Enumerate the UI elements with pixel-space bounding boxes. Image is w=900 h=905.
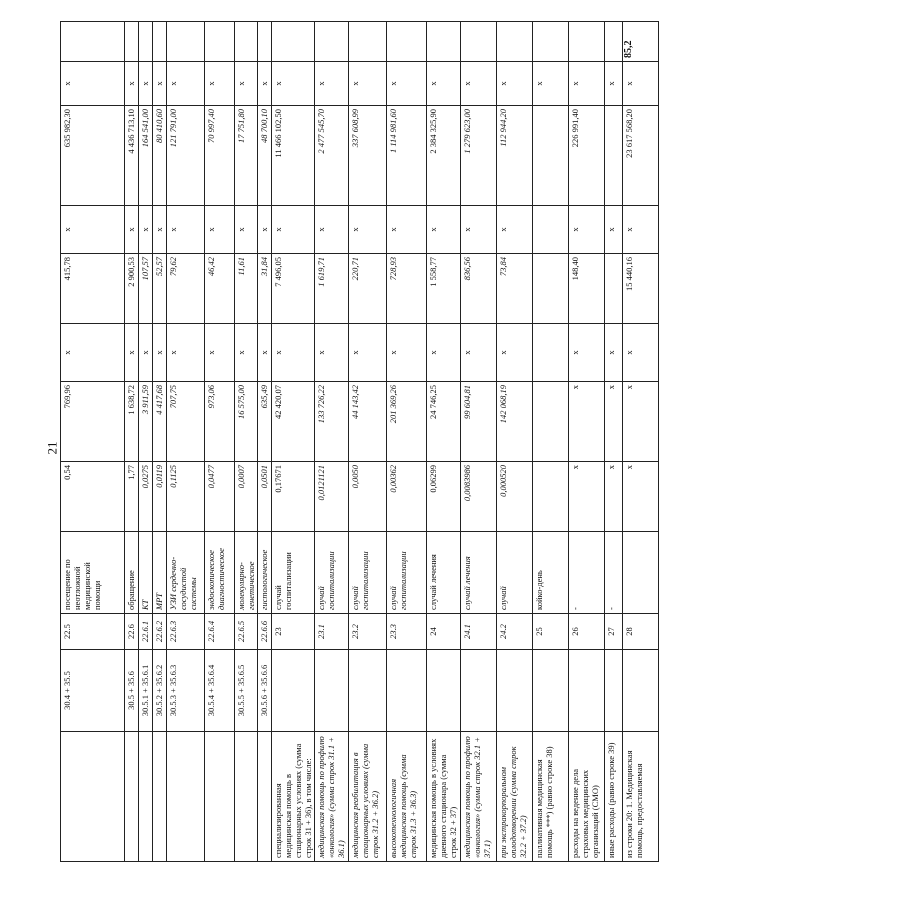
- cell-unit: случай госпитализации: [272, 532, 315, 614]
- cell-formula: [349, 650, 387, 732]
- cell-formula: [623, 650, 659, 732]
- table-row: [153, 22, 167, 862]
- cell-norm: [533, 462, 569, 532]
- cell-c11: x: [461, 62, 497, 106]
- cell-num: 22.6.5: [235, 614, 258, 650]
- cell-norm: 0,17671: [272, 462, 315, 532]
- cell-c11: x: [125, 62, 139, 106]
- cell-name: специализированная медицинская помощь в стационарных условиях (сумма строк 31 + 36), в том числе:: [272, 732, 315, 862]
- cell-formula: 30.5 + 35.6: [125, 650, 139, 732]
- cell-c9: x: [605, 206, 623, 254]
- cell-num: 22.5: [61, 614, 125, 650]
- cell-c11: x: [235, 62, 258, 106]
- cell-c11: x: [605, 62, 623, 106]
- financing-table: [60, 21, 659, 862]
- cell-c7: x: [349, 324, 387, 382]
- table-row: [605, 22, 623, 862]
- cell-c11: x: [569, 62, 605, 106]
- cell-c12: [272, 22, 315, 62]
- cell-c10: 1 279 623,00: [461, 106, 497, 206]
- cell-unit: случай: [497, 532, 533, 614]
- cell-unit: КТ: [139, 532, 153, 614]
- cell-formula: 30.5.5 + 35.6.5: [235, 650, 258, 732]
- cell-c11: x: [497, 62, 533, 106]
- cell-c12: [205, 22, 235, 62]
- cell-num: 27: [605, 614, 623, 650]
- table-body: [61, 22, 659, 862]
- cell-name: расходы на ведение дела страховых медицинских организаций (СМО): [569, 732, 605, 862]
- table-row: [61, 22, 125, 862]
- cell-c9: x: [167, 206, 205, 254]
- cell-c12: [167, 22, 205, 62]
- cell-c9: x: [623, 206, 659, 254]
- table-row: [139, 22, 153, 862]
- table-row: [533, 22, 569, 862]
- cell-unit: -: [569, 532, 605, 614]
- cell-cost: 42 420,07: [272, 382, 315, 462]
- cell-c8: 1 619,71: [315, 254, 349, 324]
- cell-norm: 0,54: [61, 462, 125, 532]
- cell-c8: 1 558,77: [427, 254, 461, 324]
- cell-num: 23.1: [315, 614, 349, 650]
- cell-name: [125, 732, 139, 862]
- cell-c8: 7 496,05: [272, 254, 315, 324]
- cell-unit: посещение по неотложной медицинской помощи: [61, 532, 125, 614]
- cell-c11: x: [167, 62, 205, 106]
- cell-norm: 1,77: [125, 462, 139, 532]
- cell-c8: 836,56: [461, 254, 497, 324]
- cell-c11: x: [623, 62, 659, 106]
- rotated-table-page: [60, 22, 644, 862]
- cell-unit: случай лечения: [427, 532, 461, 614]
- cell-norm: 0,0477: [205, 462, 235, 532]
- cell-cost: 24 746,25: [427, 382, 461, 462]
- cell-c11: x: [139, 62, 153, 106]
- cell-c7: x: [235, 324, 258, 382]
- cell-num: 25: [533, 614, 569, 650]
- cell-c11: x: [272, 62, 315, 106]
- cell-norm: 0,0119: [153, 462, 167, 532]
- cell-c10: 23 617 568,20: [623, 106, 659, 206]
- cell-c9: x: [61, 206, 125, 254]
- cell-c7: x: [258, 324, 272, 382]
- cell-c10: 635 982,30: [61, 106, 125, 206]
- cell-unit: -: [605, 532, 623, 614]
- cell-c10: 4 436 713,10: [125, 106, 139, 206]
- cell-num: 22.6.6: [258, 614, 272, 650]
- cell-c10: [605, 106, 623, 206]
- cell-formula: [461, 650, 497, 732]
- cell-c8: 728,93: [387, 254, 427, 324]
- cell-unit: УЗИ сердечно-сосудистой системы: [167, 532, 205, 614]
- cell-c7: x: [315, 324, 349, 382]
- cell-c7: x: [427, 324, 461, 382]
- cell-c8: [533, 254, 569, 324]
- cell-formula: 30.4 + 35.5: [61, 650, 125, 732]
- cell-c12: [427, 22, 461, 62]
- cell-unit: случай госпитализации: [315, 532, 349, 614]
- cell-num: 22.6.3: [167, 614, 205, 650]
- cell-c12: [258, 22, 272, 62]
- cell-c11: x: [315, 62, 349, 106]
- cell-c7: x: [569, 324, 605, 382]
- cell-unit: [623, 532, 659, 614]
- cell-c9: x: [205, 206, 235, 254]
- cell-cost: 1 638,72: [125, 382, 139, 462]
- cell-c9: x: [315, 206, 349, 254]
- cell-c12: [497, 22, 533, 62]
- cell-unit: случай лечения: [461, 532, 497, 614]
- cell-c7: x: [139, 324, 153, 382]
- cell-num: 22.6.1: [139, 614, 153, 650]
- cell-unit: койко-день: [533, 532, 569, 614]
- cell-c10: 70 997,40: [205, 106, 235, 206]
- cell-c8: 415,78: [61, 254, 125, 324]
- cell-c11: x: [153, 62, 167, 106]
- cell-c9: x: [569, 206, 605, 254]
- cell-num: 28: [623, 614, 659, 650]
- cell-norm: 0,0083986: [461, 462, 497, 532]
- cell-c7: x: [61, 324, 125, 382]
- table-row: [349, 22, 387, 862]
- cell-c9: x: [461, 206, 497, 254]
- cell-norm: 0,0050: [349, 462, 387, 532]
- cell-formula: [605, 650, 623, 732]
- cell-num: 23: [272, 614, 315, 650]
- cell-norm: 0,0007: [235, 462, 258, 532]
- cell-cost: 4 417,68: [153, 382, 167, 462]
- cell-formula: 30.5.6 + 35.6.6: [258, 650, 272, 732]
- cell-formula: 30.5.2 + 35.6.2: [153, 650, 167, 732]
- cell-c8: 2 900,53: [125, 254, 139, 324]
- cell-num: 23.2: [349, 614, 387, 650]
- cell-cost: x: [605, 382, 623, 462]
- cell-cost: 201 369,26: [387, 382, 427, 462]
- table-row: [623, 22, 659, 862]
- cell-name: медицинская реабилитация в стационарных условиях (сумма строк 31.2 + 36.2): [349, 732, 387, 862]
- cell-name: [153, 732, 167, 862]
- cell-c8: 220,71: [349, 254, 387, 324]
- cell-cost: 3 911,59: [139, 382, 153, 462]
- cell-name: [167, 732, 205, 862]
- cell-c8: 148,40: [569, 254, 605, 324]
- cell-formula: [315, 650, 349, 732]
- table-row: [167, 22, 205, 862]
- cell-c9: x: [125, 206, 139, 254]
- cell-cost: 973,06: [205, 382, 235, 462]
- cell-cost: x: [623, 382, 659, 462]
- cell-c10: 48 700,10: [258, 106, 272, 206]
- cell-c10: 226 991,40: [569, 106, 605, 206]
- cell-c8: 73,84: [497, 254, 533, 324]
- page-number: 21: [44, 441, 60, 455]
- cell-c8: [605, 254, 623, 324]
- cell-c7: x: [125, 324, 139, 382]
- cell-unit: случай госпитализации: [387, 532, 427, 614]
- cell-c12: [235, 22, 258, 62]
- cell-c9: x: [497, 206, 533, 254]
- cell-norm: 0,000520: [497, 462, 533, 532]
- cell-num: 22.6.4: [205, 614, 235, 650]
- cell-c12: [349, 22, 387, 62]
- cell-norm: x: [605, 462, 623, 532]
- cell-c11: x: [533, 62, 569, 106]
- cell-name: паллиативная медицинская помощь ***) (равно строке 38): [533, 732, 569, 862]
- cell-formula: [427, 650, 461, 732]
- cell-c7: x: [623, 324, 659, 382]
- cell-c12: [605, 22, 623, 62]
- cell-c9: x: [139, 206, 153, 254]
- table-row: [427, 22, 461, 862]
- cell-c11: x: [349, 62, 387, 106]
- cell-formula: [272, 650, 315, 732]
- cell-c12: [569, 22, 605, 62]
- cell-c7: x: [272, 324, 315, 382]
- cell-formula: 30.5.4 + 35.6.4: [205, 650, 235, 732]
- cell-unit: эндоскопическое диагностическое: [205, 532, 235, 614]
- table-row: [125, 22, 139, 862]
- cell-c9: [533, 206, 569, 254]
- cell-c10: 80 410,60: [153, 106, 167, 206]
- cell-norm: 0,0275: [139, 462, 153, 532]
- cell-formula: [497, 650, 533, 732]
- cell-c12: [387, 22, 427, 62]
- cell-unit: случай госпитализации: [349, 532, 387, 614]
- cell-c12: [125, 22, 139, 62]
- table-row: [258, 22, 272, 862]
- cell-c10: 112 944,20: [497, 106, 533, 206]
- cell-name: медицинская помощь в условиях дневного стационара (сумма строк 32 + 37): [427, 732, 461, 862]
- cell-c7: x: [153, 324, 167, 382]
- cell-norm: 0,00362: [387, 462, 427, 532]
- cell-cost: x: [569, 382, 605, 462]
- cell-c8: 107,57: [139, 254, 153, 324]
- table-row: [235, 22, 258, 862]
- cell-unit: МРТ: [153, 532, 167, 614]
- cell-c8: 46,42: [205, 254, 235, 324]
- cell-unit: гистологическое: [258, 532, 272, 614]
- cell-num: 23.3: [387, 614, 427, 650]
- table-row: [205, 22, 235, 862]
- cell-name: [258, 732, 272, 862]
- cell-c7: x: [605, 324, 623, 382]
- cell-cost: 707,75: [167, 382, 205, 462]
- cell-c10: 121 791,00: [167, 106, 205, 206]
- cell-unit: молекулярно-генетическое: [235, 532, 258, 614]
- cell-c7: x: [167, 324, 205, 382]
- cell-name: медицинская помощь по профилю «онкология» (сумма строк 32.1 + 37.1): [461, 732, 497, 862]
- cell-norm: 0,06299: [427, 462, 461, 532]
- cell-formula: [387, 650, 427, 732]
- cell-c9: x: [349, 206, 387, 254]
- cell-c8: 31,84: [258, 254, 272, 324]
- cell-c8: 15 440,16: [623, 254, 659, 324]
- cell-c9: x: [387, 206, 427, 254]
- cell-name: при экстракорпоральном оплодотворении (сумма строк 32.2 + 37.2): [497, 732, 533, 862]
- cell-c12: [533, 22, 569, 62]
- cell-c10: 337 608,99: [349, 106, 387, 206]
- cell-formula: [569, 650, 605, 732]
- cell-cost: 635,49: [258, 382, 272, 462]
- cell-c9: x: [153, 206, 167, 254]
- cell-num: 24: [427, 614, 461, 650]
- cell-cost: 133 726,22: [315, 382, 349, 462]
- cell-c10: 164 541,00: [139, 106, 153, 206]
- cell-norm: 0,0501: [258, 462, 272, 532]
- cell-c10: 2 477 545,70: [315, 106, 349, 206]
- cell-c9: x: [235, 206, 258, 254]
- cell-c7: x: [205, 324, 235, 382]
- cell-c10: 2 384 325,90: [427, 106, 461, 206]
- cell-c11: x: [258, 62, 272, 106]
- cell-cost: 44 143,42: [349, 382, 387, 462]
- cell-cost: 99 604,81: [461, 382, 497, 462]
- cell-c12: [139, 22, 153, 62]
- cell-num: 22.6: [125, 614, 139, 650]
- cell-c8: 79,62: [167, 254, 205, 324]
- cell-num: 26: [569, 614, 605, 650]
- cell-c10: 11 466 102,50: [272, 106, 315, 206]
- cell-formula: 30.5.1 + 35.6.1: [139, 650, 153, 732]
- cell-name: из строки 20: 1. Медицинская помощь, предоставляемая: [623, 732, 659, 862]
- cell-c11: x: [205, 62, 235, 106]
- cell-c12: [461, 22, 497, 62]
- cell-c9: x: [258, 206, 272, 254]
- cell-formula: 30.5.3 + 35.6.3: [167, 650, 205, 732]
- cell-name: [205, 732, 235, 862]
- cell-cost: 142 068,19: [497, 382, 533, 462]
- cell-norm: x: [569, 462, 605, 532]
- cell-c10: [533, 106, 569, 206]
- table-row: [315, 22, 349, 862]
- cell-c7: x: [497, 324, 533, 382]
- cell-cost: 769,96: [61, 382, 125, 462]
- cell-formula: [533, 650, 569, 732]
- table-row: [272, 22, 315, 862]
- cell-c11: x: [427, 62, 461, 106]
- cell-c7: x: [461, 324, 497, 382]
- cell-name: [61, 732, 125, 862]
- cell-c11: x: [61, 62, 125, 106]
- cell-c10: 17 751,80: [235, 106, 258, 206]
- cell-norm: 0,1125: [167, 462, 205, 532]
- cell-name: [139, 732, 153, 862]
- cell-c11: x: [387, 62, 427, 106]
- cell-norm: x: [623, 462, 659, 532]
- cell-c12: [61, 22, 125, 62]
- document-sheet: [60, 22, 900, 858]
- cell-num: 24.1: [461, 614, 497, 650]
- cell-cost: 16 575,00: [235, 382, 258, 462]
- cell-num: 24.2: [497, 614, 533, 650]
- cell-norm: 0,0121121: [315, 462, 349, 532]
- cell-c7: x: [387, 324, 427, 382]
- cell-name: иные расходы (равно строке 39): [605, 732, 623, 862]
- cell-c9: x: [272, 206, 315, 254]
- cell-c7: [533, 324, 569, 382]
- cell-cost: [533, 382, 569, 462]
- table-row: [387, 22, 427, 862]
- cell-c9: x: [427, 206, 461, 254]
- cell-c12: 85,2: [623, 22, 659, 62]
- table-row: [569, 22, 605, 862]
- cell-num: 22.6.2: [153, 614, 167, 650]
- cell-c8: 11,61: [235, 254, 258, 324]
- table-row: [461, 22, 497, 862]
- cell-name: [235, 732, 258, 862]
- cell-c10: 1 114 981,60: [387, 106, 427, 206]
- cell-c8: 52,57: [153, 254, 167, 324]
- cell-name: высокотехнологичная медицинская помощь (сумма строк 31.3 + 36.3): [387, 732, 427, 862]
- cell-c12: [315, 22, 349, 62]
- cell-c12: [153, 22, 167, 62]
- table-row: [497, 22, 533, 862]
- cell-name: медицинская помощь по профилю «онкология» (сумма строк 31.1 + 36.1): [315, 732, 349, 862]
- cell-unit: обращение: [125, 532, 139, 614]
